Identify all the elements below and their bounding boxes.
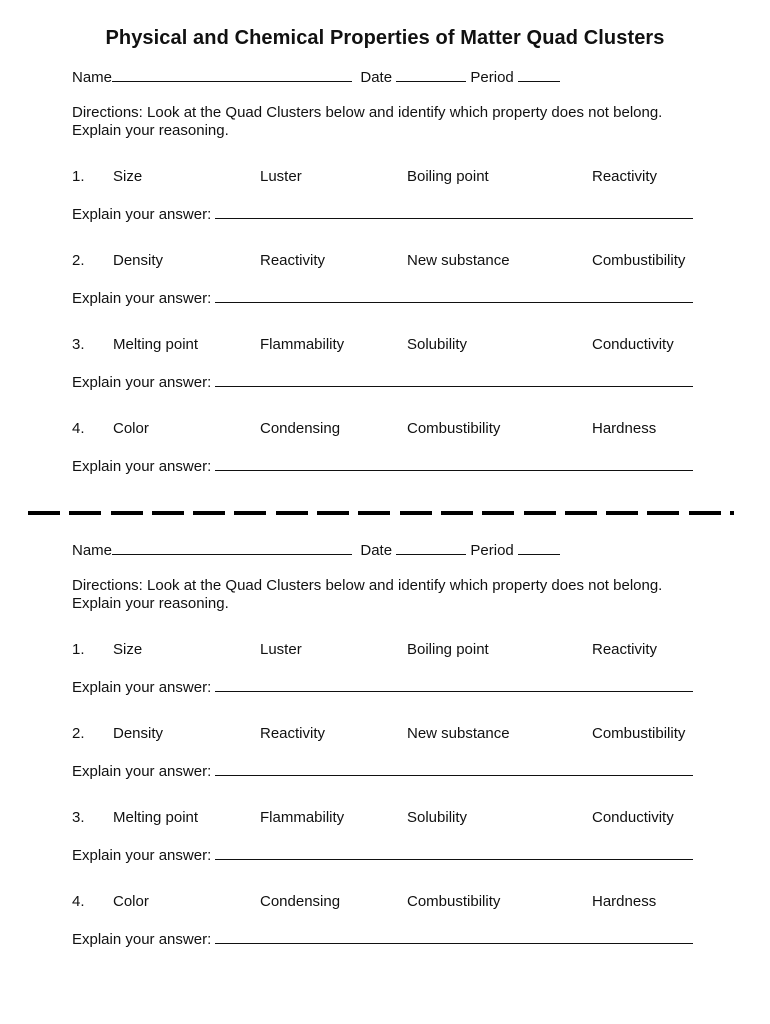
explain-line-4: [72, 929, 702, 949]
question-4: [72, 419, 702, 439]
property-item: Boiling point: [407, 641, 489, 658]
question-number: 2.: [72, 252, 85, 269]
question-number: 3.: [72, 809, 85, 826]
explain-line-3: [72, 845, 702, 865]
explain-line-1: [72, 677, 702, 697]
directions-text: Directions: Look at the Quad Clusters below and identify which property does not belong. Explain your reasoning.: [72, 577, 663, 612]
property-item: Combustibility: [592, 252, 686, 269]
property-item: Reactivity: [260, 252, 326, 269]
worksheet-section-1: [72, 68, 702, 476]
property-item: Size: [113, 168, 143, 185]
explain-line-4: [72, 456, 702, 476]
date-field[interactable]: [396, 68, 466, 82]
explain-label: Explain your answer:: [72, 458, 212, 475]
question-4: [72, 892, 702, 912]
explain-label: Explain your answer:: [72, 847, 212, 864]
explain-line-1: [72, 204, 702, 224]
worksheet-section-2: [72, 541, 702, 949]
explain-answer-field[interactable]: [215, 929, 693, 944]
question-number: 4.: [72, 893, 85, 910]
property-item: Combustibility: [407, 893, 501, 910]
question-1: [72, 167, 702, 187]
explain-answer-field[interactable]: [215, 456, 693, 471]
property-item: Color: [113, 893, 149, 910]
property-item: Hardness: [592, 420, 657, 437]
explain-label: Explain your answer:: [72, 679, 212, 696]
question-3: [72, 808, 702, 828]
explain-answer-field[interactable]: [215, 204, 693, 219]
date-label: Date: [360, 542, 393, 559]
student-info-line: [72, 541, 702, 561]
question-number: 4.: [72, 420, 85, 437]
cut-line-divider: [28, 510, 740, 515]
property-item: New substance: [407, 252, 510, 269]
explain-label: Explain your answer:: [72, 290, 212, 307]
property-item: Luster: [260, 641, 302, 658]
property-item: Flammability: [260, 809, 345, 826]
question-2: [72, 724, 702, 744]
explain-answer-field[interactable]: [215, 845, 693, 860]
property-item: Reactivity: [592, 168, 658, 185]
explain-answer-field[interactable]: [215, 288, 693, 303]
explain-label: Explain your answer:: [72, 931, 212, 948]
explain-answer-field[interactable]: [215, 677, 693, 692]
property-item: Conductivity: [592, 336, 674, 353]
question-number: 3.: [72, 336, 85, 353]
question-1: [72, 640, 702, 660]
property-item: Combustibility: [407, 420, 501, 437]
property-item: Boiling point: [407, 168, 489, 185]
question-3: [72, 335, 702, 355]
explain-label: Explain your answer:: [72, 206, 212, 223]
property-item: Condensing: [260, 420, 341, 437]
property-item: Solubility: [407, 336, 468, 353]
explain-answer-field[interactable]: [215, 372, 693, 387]
property-item: Solubility: [407, 809, 468, 826]
name-label: Name: [72, 69, 113, 86]
date-field[interactable]: [396, 541, 466, 555]
name-field[interactable]: [112, 68, 352, 82]
student-info-line: [72, 68, 702, 88]
explain-label: Explain your answer:: [72, 374, 212, 391]
question-2: [72, 251, 702, 271]
property-item: Luster: [260, 168, 302, 185]
question-number: 2.: [72, 725, 85, 742]
name-label: Name: [72, 542, 113, 559]
property-item: Combustibility: [592, 725, 686, 742]
worksheet-title: Physical and Chemical Properties of Matter Quad Clusters: [105, 27, 665, 49]
property-item: Condensing: [260, 893, 341, 910]
property-item: Density: [113, 252, 164, 269]
period-field[interactable]: [518, 541, 560, 555]
period-label: Period: [470, 542, 514, 559]
explain-line-2: [72, 288, 702, 308]
property-item: Reactivity: [260, 725, 326, 742]
property-item: Color: [113, 420, 149, 437]
property-item: Melting point: [113, 809, 199, 826]
explain-label: Explain your answer:: [72, 763, 212, 780]
date-label: Date: [360, 69, 393, 86]
question-number: 1.: [72, 168, 85, 185]
property-item: Size: [113, 641, 143, 658]
property-item: Density: [113, 725, 164, 742]
property-item: Reactivity: [592, 641, 658, 658]
explain-line-2: [72, 761, 702, 781]
property-item: Conductivity: [592, 809, 674, 826]
property-item: Melting point: [113, 336, 199, 353]
explain-answer-field[interactable]: [215, 761, 693, 776]
period-field[interactable]: [518, 68, 560, 82]
property-item: New substance: [407, 725, 510, 742]
name-field[interactable]: [112, 541, 352, 555]
question-number: 1.: [72, 641, 85, 658]
property-item: Hardness: [592, 893, 657, 910]
explain-line-3: [72, 372, 702, 392]
period-label: Period: [470, 69, 514, 86]
directions-text: Directions: Look at the Quad Clusters below and identify which property does not belong. Explain your reasoning.: [72, 104, 663, 139]
property-item: Flammability: [260, 336, 345, 353]
